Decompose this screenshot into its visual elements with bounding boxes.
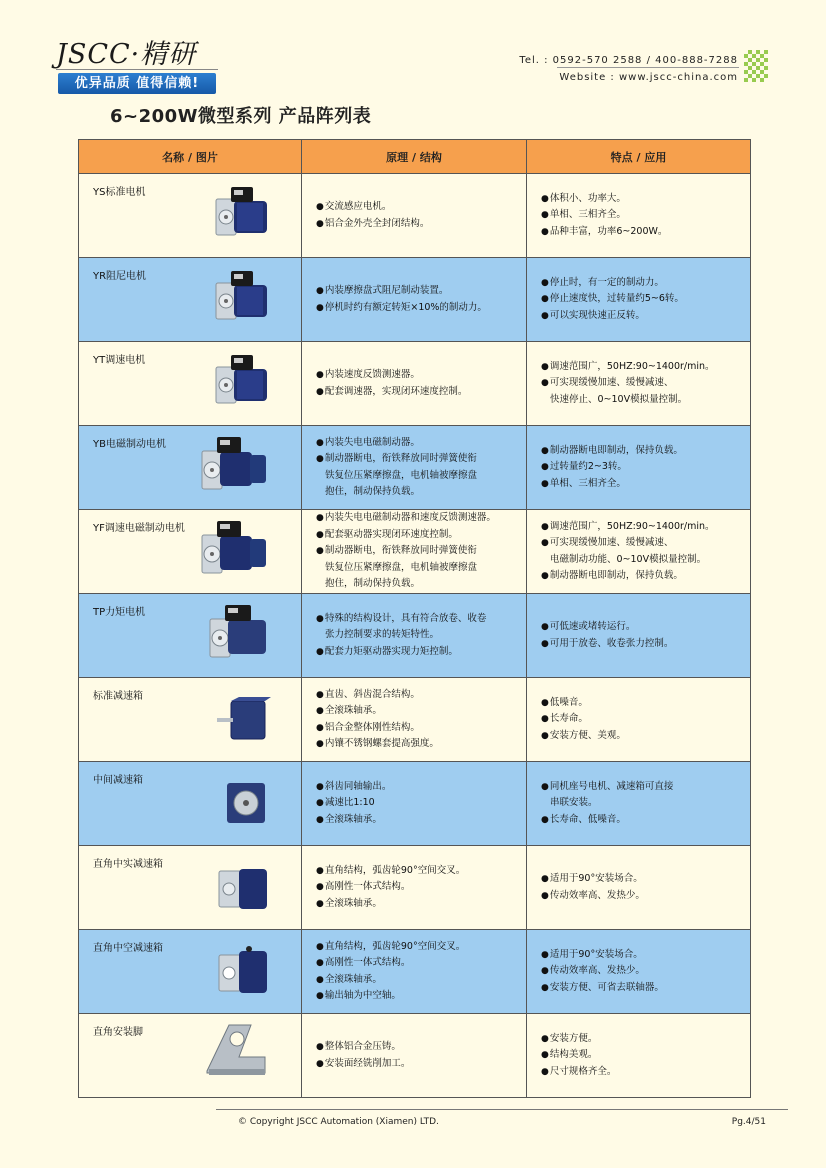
bullet-item: 铁复位压紧摩擦盘，电机轴被摩擦盘 (325, 561, 478, 573)
product-name: 直角安装脚 (93, 1027, 143, 1038)
bullet-item: ● 全滚珠轴承。 (316, 972, 526, 989)
logo-slogan: 优异品质 值得信赖! (58, 73, 216, 94)
logo (56, 32, 218, 94)
bullet-item: ● 适用于90°安装场合。 (541, 871, 750, 888)
principle-cell (302, 594, 527, 678)
table-row (79, 510, 751, 594)
right-angle-gearbox-icon (213, 861, 271, 917)
bullet-item: ● 特殊的结构设计，具有符合放卷、收卷 (316, 611, 526, 628)
bullet-item: 串联安装。 (550, 797, 598, 809)
bullet-item: ● 全滚珠轴承。 (316, 703, 526, 720)
bullet-item: ● 安装方便。 (541, 1031, 750, 1048)
product-name-cell (79, 258, 302, 342)
principle-cell (302, 678, 527, 762)
table-row (79, 678, 751, 762)
product-name-cell (79, 846, 302, 930)
bullet-item: ● 品种丰富，功率6~200W。 (541, 224, 750, 241)
bullet-item: 电磁制动功能、0~10V模拟量控制。 (550, 553, 707, 565)
footer-divider (216, 1109, 788, 1110)
website-text: Website : www.jscc-china.com (559, 72, 738, 83)
bullet-item: ● 适用于90°安装场合。 (541, 947, 750, 964)
page-number: Pg.4/51 (731, 1117, 766, 1127)
bullet-item: ● 整体铝合金压铸。 (316, 1039, 526, 1056)
principle-cell (302, 258, 527, 342)
motor-icon (213, 183, 271, 245)
table-row (79, 342, 751, 426)
mounting-bracket-icon (199, 1021, 271, 1085)
product-name: TP力矩电机 (93, 607, 146, 618)
bullet-item: 张力控制要求的转矩特性。 (325, 629, 440, 641)
principle-cell (302, 930, 527, 1014)
page-title: 6~200W微型系列 产品阵列表 (110, 106, 372, 127)
product-name: YF调速电磁制动电机 (93, 523, 185, 534)
bullet-item: ● 可以实现快速正反转。 (541, 308, 750, 325)
bullet-item: ● 低噪音。 (541, 695, 750, 712)
bullet-item: ● 输出轴为中空轴。 (316, 988, 526, 1005)
features-cell (527, 930, 751, 1014)
bullet-item: ● 结构美观。 (541, 1047, 750, 1064)
bullet-item: ● 配套力矩驱动器实现力矩控制。 (316, 644, 526, 661)
product-name-cell (79, 930, 302, 1014)
bullet-item: ● 停止速度快，过转量约5~6转。 (541, 291, 750, 308)
table-row (79, 930, 751, 1014)
features-cell (527, 174, 751, 258)
principle-cell (302, 510, 527, 594)
bullet-item: ● 传动效率高、发热少。 (541, 963, 750, 980)
principle-cell (302, 426, 527, 510)
product-name-cell (79, 426, 302, 510)
features-cell (527, 258, 751, 342)
bullet-item: ● 传动效率高、发热少。 (541, 888, 750, 905)
bullet-item: ● 安装方便、美观。 (541, 728, 750, 745)
motor-icon (213, 267, 271, 329)
features-cell (527, 678, 751, 762)
bullet-item: ● 铝合金整体刚性结构。 (316, 720, 526, 737)
bullet-item: ● 全滚珠轴承。 (316, 812, 526, 829)
principle-cell (302, 342, 527, 426)
product-name-cell (79, 174, 302, 258)
product-name-cell (79, 342, 302, 426)
copyright: © Copyright JSCC Automation (Xiamen) LTD. (238, 1117, 439, 1127)
features-cell (527, 846, 751, 930)
motor-icon (213, 351, 271, 413)
bullet-item: ● 停止时，有一定的制动力。 (541, 275, 750, 292)
bullet-item: ● 过转量约2~3转。 (541, 459, 750, 476)
product-name: 直角中空减速箱 (93, 943, 163, 954)
logo-text: JSCC·精研 (56, 39, 197, 70)
bullet-item: 抱住，制动保持负载。 (325, 486, 421, 497)
bullet-item: ● 单相、三相齐全。 (541, 476, 750, 493)
table-row (79, 594, 751, 678)
bullet-item: ● 制动器断电，衔铁释放同时弹簧使衔 (316, 543, 526, 560)
product-name: 直角中实减速箱 (93, 859, 163, 870)
bullet-item: ● 配套驱动器实现闭环速度控制。 (316, 527, 526, 544)
logo-divider (56, 69, 218, 70)
features-cell (527, 762, 751, 846)
bullet-item: ● 内装失电电磁制动器。 (316, 435, 526, 452)
bullet-item: ● 安装面经铣削加工。 (316, 1056, 526, 1073)
bullet-item: ● 配套调速器，实现闭环速度控制。 (316, 384, 526, 401)
principle-cell (302, 174, 527, 258)
bullet-item: ● 长寿命、低噪音。 (541, 812, 750, 829)
bullet-item: ● 高刚性一体式结构。 (316, 955, 526, 972)
bullet-item: ● 同机座号电机、减速箱可直接 (541, 779, 750, 796)
features-cell (527, 342, 751, 426)
bullet-item: ● 长寿命。 (541, 711, 750, 728)
bullet-item: ● 停机时约有额定转矩×10%的制动力。 (316, 300, 526, 317)
bullet-item: 铁复位压紧摩擦盘，电机轴被摩擦盘 (325, 469, 478, 481)
product-name: 标准减速箱 (93, 691, 143, 702)
bullet-item: ● 制动器断电即制动，保持负载。 (541, 568, 750, 585)
features-cell (527, 510, 751, 594)
checker-pattern-icon (744, 50, 768, 82)
table-row (79, 426, 751, 510)
product-table (78, 139, 751, 1098)
product-name: YR阻尼电机 (93, 271, 147, 282)
bullet-item: 快速停止、0~10V模拟量控制。 (550, 393, 688, 405)
table-row (79, 174, 751, 258)
product-name: YT调速电机 (93, 355, 146, 366)
features-cell (527, 426, 751, 510)
bullet-item: ● 斜齿同轴输出。 (316, 779, 526, 796)
bullet-item: ● 体积小、功率大。 (541, 191, 750, 208)
header-features: 特点 / 应用 (527, 140, 751, 174)
gearbox-icon (213, 695, 271, 749)
table-row (79, 258, 751, 342)
tel-text: Tel. : 0592-570 2588 / 400-888-7288 (519, 55, 738, 66)
bullet-item: ● 内装速度反馈测速器。 (316, 367, 526, 384)
bullet-item: ● 制动器断电即制动，保持负载。 (541, 443, 750, 460)
bullet-item: ● 制动器断电，衔铁释放同时弹簧使衔 (316, 451, 526, 468)
brake-motor-icon (199, 433, 271, 497)
features-cell (527, 594, 751, 678)
bullet-item: ● 交流感应电机。 (316, 199, 526, 216)
product-name-cell (79, 594, 302, 678)
bullet-item: ● 调速范围广，50HZ:90~1400r/min。 (541, 519, 750, 536)
table-row (79, 1014, 751, 1098)
bullet-item: ● 内装摩擦盘式阻尼制动装置。 (316, 283, 526, 300)
product-name: YB电磁制动电机 (93, 439, 166, 450)
bullet-item: ● 铝合金外壳全封闭结构。 (316, 216, 526, 233)
bullet-item: ● 安装方便、可省去联轴器。 (541, 980, 750, 997)
product-name-cell (79, 510, 302, 594)
bullet-item: ● 可实现缓慢加速、缓慢减速、 (541, 375, 750, 392)
features-cell (527, 1014, 751, 1098)
contact-info (519, 52, 738, 86)
bullet-item: 抱住，制动保持负载。 (325, 578, 421, 590)
bullet-item: ● 调速范围广，50HZ:90~1400r/min。 (541, 359, 750, 376)
bullet-item: ● 尺寸规格齐全。 (541, 1064, 750, 1081)
bullet-item: ● 可实现缓慢加速、缓慢减速、 (541, 535, 750, 552)
intermediate-gearbox-icon (219, 777, 271, 833)
principle-cell (302, 762, 527, 846)
bullet-item: ● 减速比1:10 (316, 795, 526, 812)
bullet-item: ● 单相、三相齐全。 (541, 207, 750, 224)
bullet-item: ● 可用于放卷、收卷张力控制。 (541, 636, 750, 653)
table-header-row (79, 140, 751, 174)
bullet-item: ● 直角结构，弧齿轮90°空间交叉。 (316, 863, 526, 880)
bullet-item: ● 直齿、斜齿混合结构。 (316, 687, 526, 704)
product-name-cell (79, 1014, 302, 1098)
product-name-cell (79, 762, 302, 846)
product-name-cell (79, 678, 302, 762)
header-principle: 原理 / 结构 (302, 140, 527, 174)
bullet-item: ● 内装失电电磁制动器和速度反馈测速器。 (316, 510, 526, 527)
product-name: YS标准电机 (93, 187, 146, 198)
table-row (79, 846, 751, 930)
bullet-item: ● 内镶不锈钢螺套提高强度。 (316, 736, 526, 753)
torque-motor-icon (207, 601, 271, 665)
bullet-item: ● 全滚珠轴承。 (316, 896, 526, 913)
hollow-gearbox-icon (213, 943, 271, 1001)
product-name: 中间减速箱 (93, 775, 143, 786)
bullet-item: ● 可低速或堵转运行。 (541, 619, 750, 636)
bullet-item: ● 直角结构，弧齿轮90°空间交叉。 (316, 939, 526, 956)
header-name: 名称 / 图片 (79, 140, 302, 174)
table-row (79, 762, 751, 846)
brake-motor-icon (199, 517, 271, 581)
bullet-item: ● 高刚性一体式结构。 (316, 879, 526, 896)
principle-cell (302, 846, 527, 930)
principle-cell (302, 1014, 527, 1098)
